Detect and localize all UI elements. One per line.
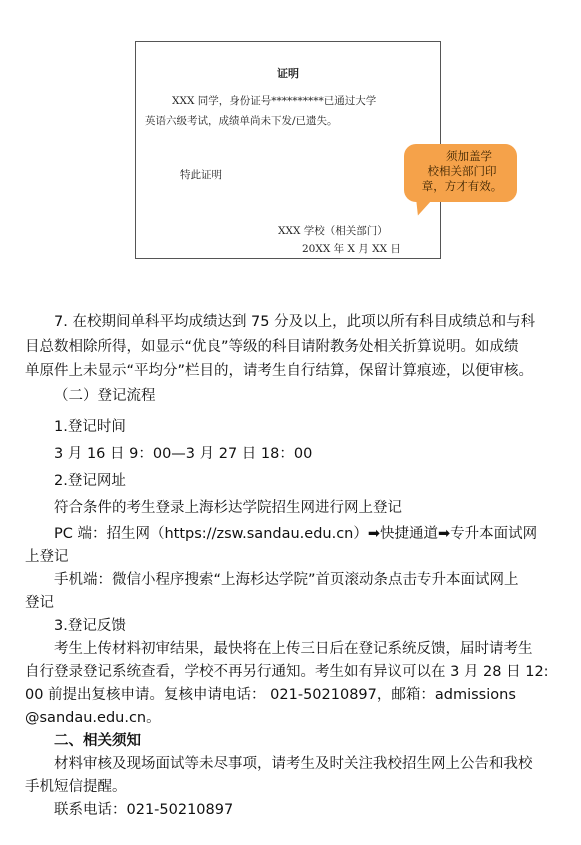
mobile-line-1: 手机端：微信小程序搜索“上海杉达学院”首页滚动条点击专升本面试网上 bbox=[54, 572, 519, 588]
certificate-closing: 特此证明 bbox=[180, 169, 222, 181]
callout-line-1: 须加盖学 bbox=[446, 149, 492, 163]
notes-line-2: 手机短信提醒。 bbox=[25, 779, 127, 795]
contact-phone: 联系电话：021-50210897 bbox=[54, 802, 234, 818]
feedback-line-4: @sandau.edu.cn。 bbox=[25, 710, 161, 726]
item-2-heading: 2.登记网址 bbox=[54, 473, 126, 489]
paragraph-7-line-2: 目总数相除所得，如显示“优良”等级的科目请附教务处相关折算说明。如成绩 bbox=[25, 339, 519, 355]
callout-line-2: 校相关部门印 bbox=[427, 164, 497, 178]
callout-text bbox=[410, 149, 514, 194]
section-2-heading: （二）登记流程 bbox=[54, 388, 156, 404]
notes-heading: 二、相关须知 bbox=[54, 733, 141, 749]
certificate-signature-org: XXX 学校（相关部门） bbox=[278, 225, 388, 237]
notes-line-1: 材料审核及现场面试等未尽事项，请考生及时关注我校招生网上公告和我校 bbox=[54, 756, 533, 772]
feedback-line-2: 自行登录登记系统查看，学校不再另行通知。考生如有异议可以在 3 月 28 日 12: bbox=[25, 664, 549, 680]
callout-line-3: 章，方才有效。 bbox=[421, 179, 503, 193]
item-2-text: 符合条件的考生登录上海杉达学院招生网进行网上登记 bbox=[54, 500, 402, 516]
paragraph-7-line-3: 单原件上未显示“平均分”栏目的，请考生自行结算，保留计算痕迹，以便审核。 bbox=[25, 363, 534, 379]
pc-line-2: 上登记 bbox=[25, 549, 69, 565]
certificate-title: 证明 bbox=[277, 67, 299, 80]
feedback-line-1: 考生上传材料初审结果，最快将在上传三日后在登记系统反馈，届时请考生 bbox=[54, 641, 533, 657]
mobile-line-2: 登记 bbox=[25, 595, 54, 611]
pc-line-1: PC 端：招生网（https://zsw.sandau.edu.cn）➡快捷通道➡专升本面试网 bbox=[54, 526, 538, 542]
paragraph-7-line-1: 7. 在校期间单科平均成绩达到 75 分及以上，此项以所有科目成绩总和与科 bbox=[54, 314, 536, 330]
feedback-line-3: 00 前提出复核申请。复核申请电话： 021-50210897，邮箱：admissions bbox=[25, 687, 516, 703]
item-3-heading: 3.登记反馈 bbox=[54, 618, 126, 634]
certificate-signature-date: 20XX 年 X 月 XX 日 bbox=[302, 243, 401, 255]
certificate-sample bbox=[135, 41, 441, 259]
item-1-text: 3 月 16 日 9：00—3 月 27 日 18：00 bbox=[54, 446, 313, 462]
item-1-heading: 1.登记时间 bbox=[54, 419, 126, 435]
certificate-line-2: 英语六级考试，成绩单尚未下发/已遗失。 bbox=[145, 115, 338, 127]
certificate-line-1: XXX 同学，身份证号**********已通过大学 bbox=[172, 95, 377, 107]
